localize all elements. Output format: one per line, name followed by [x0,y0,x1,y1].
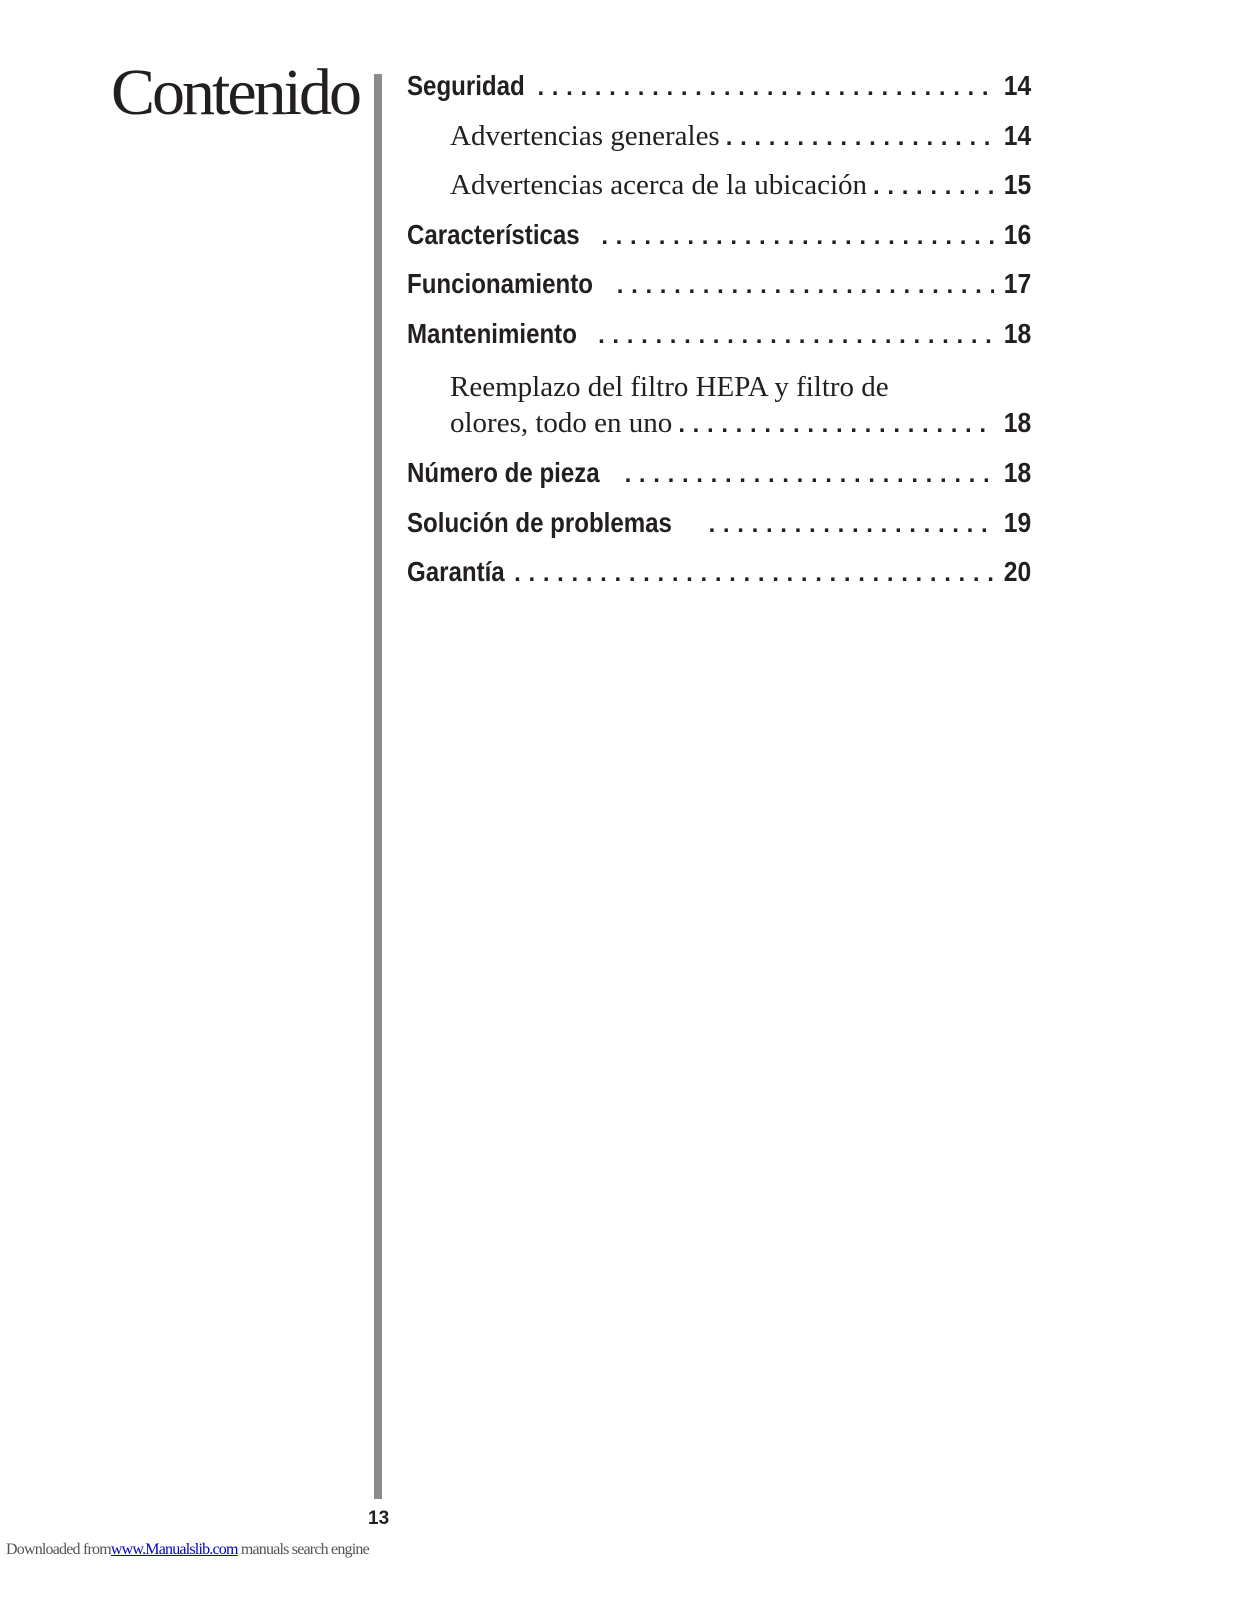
toc-entry-advertencias-generales[interactable] [407,120,1031,170]
footer-link[interactable]: www.Manualslib.com [110,1541,238,1558]
toc-entry-page: 17 [1003,268,1031,299]
toc-entry-page: 20 [1003,556,1031,587]
footer-prefix: Downloaded from [6,1541,111,1558]
toc-entry-garantia[interactable] [407,556,1031,606]
toc-entry-label: Características [407,218,580,250]
table-of-contents [407,70,1031,606]
toc-entry-label: Solución de problemas [407,506,672,538]
dot-leader [531,74,993,102]
toc-entry-caracteristicas[interactable] [407,219,1031,269]
toc-entry-label-line2: olores, todo en uno [450,407,673,439]
vertical-divider-bar [374,74,382,1499]
dot-leader [867,173,994,201]
dot-leader [703,511,994,539]
toc-entry-page: 16 [1003,218,1031,250]
dot-leader [592,322,994,350]
toc-entry-advertencias-ubicacion[interactable] [407,169,1031,219]
toc-entry-mantenimiento[interactable] [407,318,1031,368]
toc-entry-label: Advertencias generales [450,119,720,152]
toc-entry-seguridad[interactable] [407,70,1031,120]
dot-leader [611,272,994,300]
page-title: Contenido [111,56,359,129]
dot-leader [619,461,994,489]
toc-entry-page: 18 [1003,317,1031,349]
dot-leader [508,560,994,588]
toc-entry-page: 15 [1003,169,1031,200]
toc-entry-page: 19 [1003,506,1031,538]
page-number: 13 [368,1508,390,1529]
toc-entry-label: Advertencias acerca de la ubicación [450,169,868,201]
dot-leader [595,223,994,251]
toc-entry-line2 [450,405,1031,443]
toc-entry-label: Garantía [407,556,505,587]
toc-entry-label-line1: Reemplazo del filtro HEPA y filtro de [450,371,889,403]
toc-entry-page: 18 [1003,407,1031,438]
download-footer [6,1541,369,1559]
toc-entry-page: 14 [1003,70,1031,101]
toc-entry-label: Número de pieza [407,457,600,488]
toc-entry-numero-de-pieza[interactable] [407,457,1031,507]
toc-entry-label: Funcionamiento [407,268,593,299]
toc-entry-page: 18 [1003,457,1031,488]
toc-entry-funcionamiento[interactable] [407,268,1031,318]
dot-leader [720,124,994,152]
toc-entry-label: Seguridad [407,70,525,101]
toc-entry-reemplazo-filtro[interactable] [407,367,1031,457]
dot-leader [672,407,994,443]
toc-entry-solucion-de-problemas[interactable] [407,507,1031,557]
toc-entry-label: Mantenimiento [407,317,577,349]
footer-suffix: manuals search engine [237,1541,369,1558]
toc-entry-page: 14 [1003,119,1031,151]
